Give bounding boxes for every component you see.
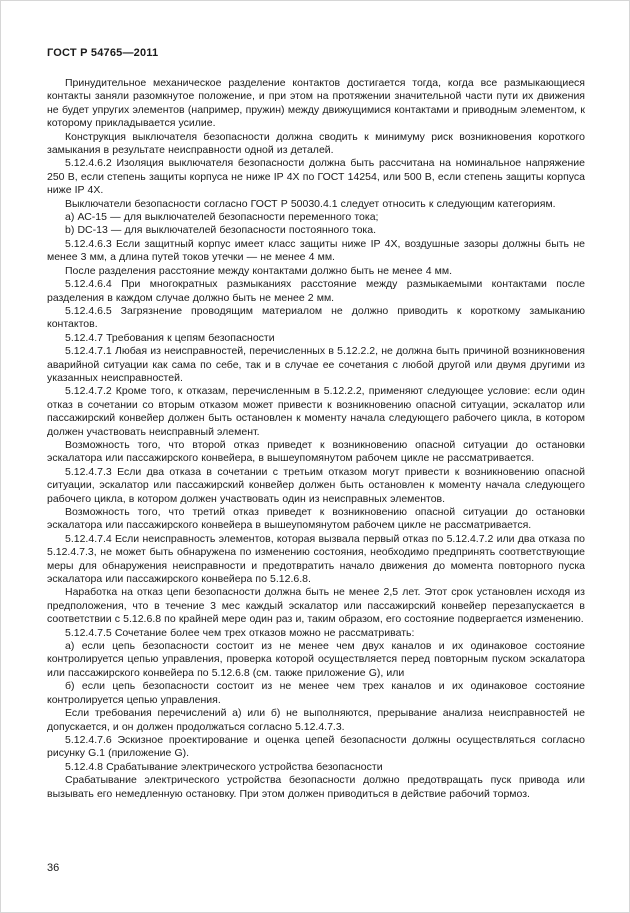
paragraph: 5.12.4.7.6 Эскизное проектирование и оценка цепей безопасности должны осуществляться согласно рисунку G.1 (приложение G). <box>47 733 585 760</box>
paragraph: 5.12.4.6.5 Загрязнение проводящим материалом не должно приводить к короткому замыканию контактов. <box>47 304 585 331</box>
paragraph-list-item: b) DC-13 — для выключателей безопасности постоянного тока. <box>65 224 376 237</box>
paragraph: Наработка на отказ цепи безопасности должна быть не менее 2,5 лет. Этот срок установлен исходя из предположения, что в течение 3 мес каждый эскалатор или пассажирский конвейер перезапускается в соответствии с 5.12.6.8 по крайней мере один раз и, таким образом, его состояние подвергается изменению. <box>47 586 585 626</box>
document-body <box>47 77 585 801</box>
paragraph: 5.12.4.6.3 Если защитный корпус имеет класс защиты ниже IP 4X, воздушные зазоры должны быть не менее 3 мм, а длина путей токов утечки — не менее 4 мм. <box>47 237 585 264</box>
paragraph: 5.12.4.7.3 Если два отказа в сочетании с третьим отказом могут привести к возникновению опасной ситуации, эскалатор или пассажирский конвейер должен быть остановлен к моменту начала следующего рабочего цикла, в котором должен участвовать один из неисправных элементов. <box>47 465 585 505</box>
paragraph: Возможность того, что второй отказ приведет к возникновению опасной ситуации до остановки эскалатора или пассажирского конвейера, в вышеупомянутом рабочем цикле не рассматривается. <box>47 438 585 465</box>
paragraph: 5.12.4.6.4 При многократных размыканиях расстояние между размыкаемыми контактами после разделения в каждом случае должно быть не менее 2 мм. <box>47 278 585 304</box>
paragraph: Конструкция выключателя безопасности должна сводить к минимуму риск возникновения короткого замыкания в результате неисправности одной из деталей. <box>47 130 585 157</box>
paragraph: 5.12.4.7.5 Сочетание более чем трех отказов можно не рассматривать: <box>65 626 415 639</box>
paragraph: Срабатывание электрического устройства безопасности должно предотвращать пуск привода или вызывать его немедленную остановку. При этом должен приводиться в действие рабочий тормоз. <box>47 774 585 800</box>
paragraph-list-item: б) если цепь безопасности состоит из не менее чем трех каналов и их одинаковое состояние контролируется цепью управления. <box>47 680 585 706</box>
paragraph: 5.12.4.7.2 Кроме того, к отказам, перечисленным в 5.12.2.2, применяют следующее условие: если один отказ в сочетании со вторым отказом может привести к возникновению опасной ситуации, эскалатор или пассажирский конвейер должен быть остановлен к моменту начала следующего рабочего цикла, в котором должен участвовать неисправный элемент. <box>47 385 585 438</box>
paragraph: 5.12.4.7.1 Любая из неисправностей, перечисленных в 5.12.2.2, не должна быть причиной возникновения аварийной ситуации как сама по себе, так и в случае ее сочетания с любой другой или двумя другими из указанных неисправностей. <box>47 345 585 384</box>
paragraph-list-item: а) если цепь безопасности состоит из не менее чем двух каналов и их одинаковое состояние контролируется цепью управления, проверка которой осуществляется перед повторным пуском эскалатора или пассажирского конвейера по 5.12.6.8 (см. также приложение G), или <box>47 640 585 679</box>
paragraph: Выключатели безопасности согласно ГОСТ Р 50030.4.1 следует относить к следующим категориям. <box>65 197 556 210</box>
page-number: 36 <box>47 862 60 874</box>
paragraph: После разделения расстояние между контактами должно быть не менее 4 мм. <box>65 264 453 277</box>
paragraph-list-item: а) АС-15 — для выключателей безопасности переменного тока; <box>65 211 379 224</box>
paragraph: 5.12.4.6.2 Изоляция выключателя безопасности должна быть рассчитана на номинальное напряжение 250 В, если степень защиты корпуса не ниже IP 4X по ГОСТ 14254, или 500 В, если степень защиты корпуса ниже IP 4X. <box>47 157 585 197</box>
paragraph: Возможность того, что третий отказ приведет к возникновению опасной ситуации до остановки эскалатора или пассажирского конвейера в вышеупомянутом рабочем цикле не рассматривается. <box>47 506 585 532</box>
section-heading: 5.12.4.8 Срабатывание электрического устройства безопасности <box>65 760 383 773</box>
document-header-number: ГОСТ Р 54765—2011 <box>47 47 159 59</box>
paragraph: 5.12.4.7.4 Если неисправность элементов, которая вызвала первый отказ по 5.12.4.7.2 или два отказа по 5.12.4.7.3, не может быть обнаружена по изменению состояния, необходимо предпринять соответствующие меры для обнаружения неисправности и предотвратить начало движения до момента повторного пуска эскалатора или пассажирского конвейера по 5.12.6.8. <box>47 532 585 586</box>
section-heading: 5.12.4.7 Требования к цепям безопасности <box>65 331 275 344</box>
paragraph: Если требования перечислений а) или б) не выполняются, прерывание анализа неисправностей не допускается, и он должен продолжаться согласно 5.12.4.7.3. <box>47 707 585 733</box>
paragraph: Принудительное механическое разделение контактов достигается тогда, когда все размыкающиеся контакты заняли разомкнутое положение, и при этом на протяжении значительной части пути их движения не будет упругих элементов (например, пружин) между движущимися контактами и приводным элементом, к которому прикладывается усилие. <box>47 77 585 130</box>
